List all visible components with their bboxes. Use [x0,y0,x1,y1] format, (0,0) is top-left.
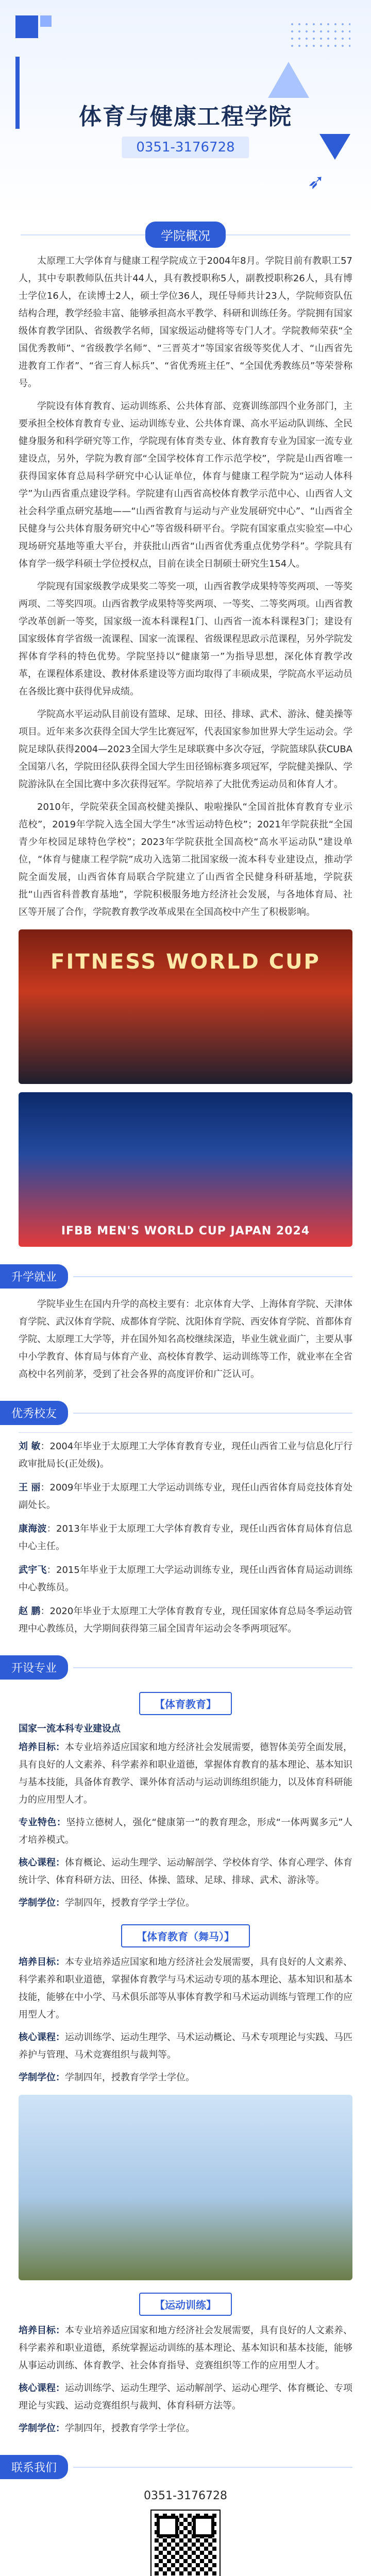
alumni-item: 王 丽：2009年毕业于太原理工大学运动训练专业，现任山西省体育局竞技体育处副处长。 [19,1482,352,1511]
page-title: 体育与健康工程学院 [79,104,292,130]
field-value: 本专业培养适应国家和地方经济社会发展需要，德智体美劳全面发展，具有良好的人文素养、科学素养和职业道德，掌握体育教育的基本理论、基本知识与基本技能，具备体育教学、课外体育活动与运动训练组织能力，以及体育科研能力的应用型人才。 [19,1742,352,1805]
section-contact-heading [0,2455,371,2479]
major-field [0,2380,371,2415]
major-title [0,1692,371,1715]
major-field [0,1854,371,1889]
upgrade-heading: 升学就业 [0,1264,68,1289]
photo-caption: IFBB MEN'S WORLD CUP JAPAN 2024 [61,1225,310,1238]
alumni-name: 康海波 [19,1523,47,1534]
alumni-item: 赵 鹏：2020年毕业于太原理工大学体育教育专业，现任国家体育总局冬季运动管理中心教练员，大学期间获得第三届全国青年运动会冬季两项冠军。 [19,1606,352,1634]
alumni-desc: 2009年毕业于太原理工大学运动训练专业，现任山西省体育局竞技体育处副处长。 [19,1482,352,1511]
field-key: 核心课程： [19,2383,65,2394]
field-value: 学制四年，授教育学学士学位。 [65,2423,195,2434]
major-tag: 国家一流本科专业建设点 [19,1723,121,1734]
section-overview-heading [0,216,371,252]
photo-fitness-worldcup [19,929,352,1084]
major-field [0,1814,371,1849]
field-key: 培养目标： [19,1957,65,1968]
majors-heading: 开设专业 [0,1655,68,1680]
alumni-name: 武宇飞 [19,1565,47,1575]
overview-heading: 学院概况 [145,222,226,248]
heading-line [73,1276,352,1277]
major-field [0,1894,371,1912]
field-key: 学制学位： [19,1897,65,1908]
field-key: 核心课程： [19,2032,65,2043]
section-upgrade-heading [0,1264,371,1289]
photo-caption: FITNESS WORLD CUP [50,950,321,974]
overview-paragraph-4: 学院高水平运动队目前设有篮球、足球、田径、排球、武术、游泳、健美操等项目。近年来多次获得全国大学生比赛冠军，代表国家参加世界大学生运动会。学院足球队获得2004—2023全国大学生足球联赛中多次夺冠，学院篮球队获CUBA全国第八名，学院田径队获得全国大学生田径锦标赛多项冠军，学院健美操队、学院游泳队在全国比赛中多次获得冠军。学院培养了大批优秀运动员和体育人才。 [19,709,352,790]
alumni-item: 康海波：2013年毕业于太原理工大学体育教育专业，现任山西省体育局体育信息中心主任。 [19,1523,353,1552]
major-field [0,2069,371,2087]
contact-phone[interactable]: 0351-3176728 [144,2489,227,2502]
heading-line [73,1667,352,1668]
decor-triangle-down [319,134,350,160]
alumni-desc: 2020年毕业于太原理工大学体育教育专业，现任国家体育总局冬季运动管理中心教练员，大学期间获得第三届全国青年运动会冬季两项冠军。 [19,1606,352,1634]
alumni-desc: 2015年毕业于太原理工大学运动训练专业，现任山西省体育局运动训练中心教练员。 [19,1565,353,1593]
major-field [0,1954,371,2024]
contact-block [0,2489,371,2576]
field-value: 学制四年，授教育学学士学位。 [65,2072,195,2083]
major-field [0,2029,371,2064]
overview-paragraph-5: 2010年，学院荣获全国高校健美操队、啦啦操队“全国首批体育教育专业示范校”，2019年学院入选全国大学生“冰雪运动特色校”；2021年学院获批“全国青少年校园足球特色学校”；2023年学院获批全国高校“高水平运动队”建设单位，“体育与健康工程学院”成功入选第二批国家级一流本科专业建设点，推动学院全面发展，山西省体育局联合学院建立了山西省全民健身科研基地，学院获批“山西省科普教育基地”，学院积极服务地方经济社会发展，与各地体育局、社区等开展了合作，学院教育教学改革成果在全国高校中产生了积极影响。 [19,802,352,918]
field-key: 培养目标： [19,2325,65,2336]
decor-dots [289,21,350,52]
alumni-heading: 优秀校友 [0,1401,68,1425]
header-phone[interactable]: 0351-3176728 [122,137,249,158]
alumni-item: 刘 敏：2004年毕业于太原理工大学体育教育专业，现任山西省工业与信息化厅行政审批局长(正处级)。 [19,1441,352,1469]
decor-square-small [40,15,52,27]
major-field [0,2322,371,2375]
alumni-desc: 2013年毕业于太原理工大学体育教育专业，现任山西省体育局体育信息中心主任。 [19,1523,353,1552]
heading-line [73,1413,352,1414]
field-value: 本专业培养适应国家和地方经济社会发展需要，具有良好的人文素养、科学素养和职业道德，系统掌握运动训练的基本理论、基本知识和基本技能，能够从事运动训练、体育教学、社会体育指导、竞赛组织等工作的应用型人才。 [19,2325,352,2371]
overview-paragraph-3: 学院现有国家级教学成果奖二等奖一项，山西省教学成果特等奖两项、一等奖两项、二等奖四项。山西省教学成果特等奖两项、一等奖、二等奖两项。山西省教学改革创新一等奖，国家级一流本科课程1门、山西省一流本科课程3门；建设有国家级体育学省级一流课程、国家一流课程、省级课程思政示范课程，另外学院发挥体育学科的特色优势。学院坚持以“健康第一”为指导思想，深化体育教学改革，在课程体系建设、教材体系建设等方面均取得了丰硕成果，学院高水平运动员在各级比赛中获得优异成绩。 [19,581,352,697]
major-field [0,2420,371,2437]
contact-heading: 联系我们 [0,2455,68,2479]
field-value: 运动训练学、运动生理学、马术运动概论、马术专项理论与实践、马匹养护与管理、马术竞赛组织与裁判等。 [19,2032,352,2060]
major-field [0,1739,371,1809]
field-key: 学制学位： [19,2423,65,2434]
qr-code-icon[interactable] [151,2511,220,2576]
field-key: 培养目标： [19,1742,65,1753]
alumni-name: 刘 敏 [19,1441,41,1452]
decor-square [15,15,38,38]
field-key: 专业特色： [19,1817,66,1828]
field-value: 运动训练学、运动生理学、运动解剖学、运动心理学、体育概论、专项理论与实践、运动竞赛组织与裁判、体育科研方法等。 [19,2383,352,2411]
field-value: 坚持立德树人，强化“健康第一”的教育理念，形成“一体两翼多元”人才培养模式。 [19,1817,352,1845]
alumni-name: 王 丽 [19,1482,41,1493]
major-title-text: 【运动训练】 [139,2293,232,2316]
field-key: 核心课程： [19,1857,65,1868]
major-title [0,2293,371,2316]
alumni-item: 武宇飞：2015年毕业于太原理工大学运动训练专业，现任山西省体育局运动训练中心教练员。 [19,1565,353,1593]
major-title [0,1924,371,1947]
alumni-desc: 2004年毕业于太原理工大学体育教育专业，现任山西省工业与信息化厅行政审批局长(正处级)。 [19,1441,352,1469]
overview-paragraph-1: 太原理工大学体育与健康工程学院成立于2004年8月。学院目前有教职工57人，其中专职教师队伍共计44人，具有教授职称5人，副教授职称26人，具有博士学位16人，在读博士2人，硕士学位36人，现任导师共计23人，学院师资队伍结构合理，教学经验丰富、能够承担高水平教学、科研和训练任务。学院拥有国家级体育教学团队、省级教学名师，国家级运动健将等专门人才。学院教师荣获“全国优秀教师”、“省级教学名师”、“三晋英才”等国家省级等奖优人才、“山西省先进教育工作者”、“省三育人标兵”、“省优秀班主任”、“全国优秀教练员”等荣誉称号。 [19,256,352,389]
field-value: 本专业培养适应国家和地方经济社会发展需要，具有良好的人文素养、科学素养和职业道德，掌握体育教学与马术运动专项的基本理论、基本知识和基本技能，能够在中小学、马术俱乐部等从事体育教学和马术运动训练与管理工作的应用型人才。 [19,1957,352,2020]
photo-equestrian [19,2095,352,2280]
overview-paragraph-2: 学院设有体育教育、运动训练系、公共体育部、竞赛训练部四个业务部门，主要承担全校体育教育专业、运动训练专业、公共体育课、高水平运动队训练、全民健身服务和科学研究等工作，学院现有体育类专业、体育教育专业为国家一流专业建设点，另外，学院为教育部“全国学校体育工作示范学校”，学院是山西省唯一获得国家体育总局科学研究中心认证单位，体育与健康工程学院为“运动人体科学”为山西省重点建设学科。学院建有山西省高校体育教学示范中心、山西省人文社会科学重点研究基地——“山西省教育与运动与产业发展研究中心”、“山西省全民健身与公共体育服务研究中心”等省级科研平台。学院有国家重点实验室—中心现场研究基地等重大平台，并获批山西省“山西省优秀重点优势学科”。学院具有体育学一级学科硕士学位授权点，目前在读全日制硕士研究生154人。 [19,401,352,569]
alumni-name: 赵 鹏 [19,1606,41,1617]
major-title-text: 【体育教育】 [139,1692,232,1715]
divider [19,1432,352,1433]
upgrade-paragraph: 学院毕业生在国内升学的高校主要有：北京体育大学、上海体育学院、天津体育学院、武汉体育学院、成都体育学院、沈阳体育学院、西安体育学院、首都体育学院、太原理工大学等，并在国外知名高校继续深造，毕业生就业面广，主要从事中小学教育、体育局与体育产业、高校体育教学、运动训练等工作，就业率在全省高校中名列前茅，受到了社会各界的高度评价和广泛认可。 [19,1299,352,1380]
section-majors-heading [0,1655,371,1680]
field-key: 学制学位： [19,2072,65,2083]
section-alumni-heading [0,1401,371,1425]
decor-triangle [268,62,309,98]
field-value: 体育概论、运动生理学、运动解剖学、学校体育学、体育心理学、体育统计学、体育科研方法、田径、体操、篮球、足球、排球、武术、游泳等。 [19,1857,352,1886]
major-title-text: 【体育教育（舞马）】 [121,1924,250,1947]
heading-line [73,2467,352,2468]
field-value: 学制四年，授教育学学士学位。 [65,1897,195,1908]
cursor-icon: ➶ [307,170,325,194]
photo-award-ceremony [19,1092,352,1247]
header [0,0,371,216]
